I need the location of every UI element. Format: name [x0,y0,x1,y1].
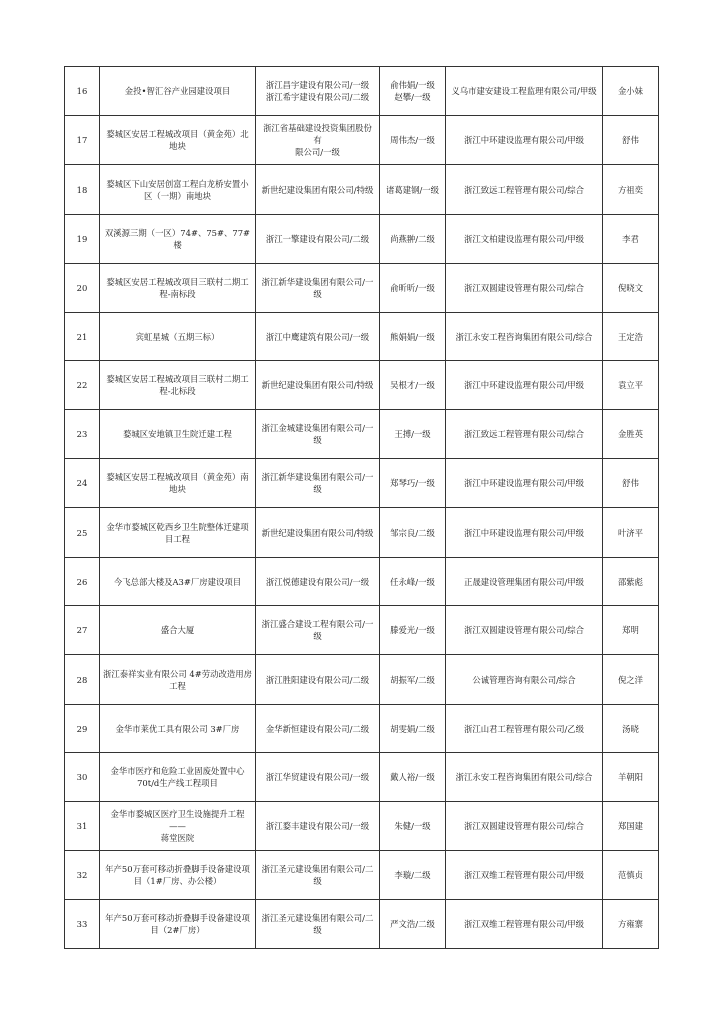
chief-supervisor-cell: 金小妹 [603,67,659,116]
contractor-cell [256,264,380,313]
project-manager-cell [380,215,446,264]
project-manager-cell [380,116,446,165]
table-row [65,802,659,851]
project-manager-cell [380,459,446,508]
supervision-company-cell [446,165,603,215]
project-manager-cell-line: 郑琴巧/一级 [390,478,435,488]
project-name-cell-line: 金华市婺城区乾西乡卫生院整体迁建项 [106,521,249,532]
supervision-company-cell [446,264,603,313]
project-manager-cell [380,705,446,753]
project-name-cell-line: 金华市婺城区医疗卫生设施提升工程—— [110,809,245,831]
chief-supervisor-cell: 袁立平 [603,361,659,410]
contractor-cell-line: 浙江省基础建设投资集团股份有 [263,123,372,145]
row-number: 31 [65,802,100,851]
project-name-cell-line: 区（一期）南地块 [144,190,211,201]
row-number: 19 [65,215,100,264]
supervision-company-cell [446,313,603,361]
contractor-cell [256,753,380,802]
project-name-cell [100,116,256,165]
project-name-cell-line: 宾虹星城（五期三标） [135,331,220,342]
supervision-company-cell [446,459,603,508]
project-manager-cell-line: 吴根才/一级 [390,380,435,390]
supervision-company-cell-line: 浙江中环建设监理有限公司/甲级 [463,380,585,390]
row-number: 20 [65,264,100,313]
contractor-cell [256,313,380,361]
project-manager-cell [380,410,446,459]
contractor-cell [256,459,380,508]
contractor-cell-line: 浙江盛合建设工程有限公司/一 [261,619,374,629]
project-name-cell [100,264,256,313]
supervision-company-cell [446,900,603,949]
project-manager-cell-line: 尚燕翀/二级 [390,234,435,244]
table-row [65,215,659,264]
project-manager-cell-line: 诸葛建钢/一级 [385,184,440,195]
project-name-cell-line: 今飞总部大楼及A3#厂房建设项目 [113,576,242,587]
project-name-cell-line: 年产50万套可移动折叠脚手设备建设项 [105,913,250,923]
chief-supervisor-cell: 邵紫彪 [603,558,659,606]
row-number: 24 [65,459,100,508]
contractor-cell-line: 浙江胜阳建设有限公司/二级 [265,674,370,685]
project-manager-cell [380,264,446,313]
supervision-company-cell [446,655,603,705]
supervision-company-cell-line: 浙江双维工程管理有限公司/甲级 [463,919,585,929]
supervision-company-cell-line: 浙江双圆建设管理有限公司/综合 [463,625,585,635]
contractor-cell [256,361,380,410]
supervision-company-cell-line: 浙江山君工程管理有限公司/乙级 [463,723,585,734]
supervision-company-cell-line: 浙江文柏建设监理有限公司/甲级 [463,234,585,244]
project-name-cell-line: 婺城区安居工程城改项目（黄金苑）北 [106,129,249,139]
project-manager-cell-line: 周伟杰/一级 [390,135,435,145]
contractor-cell-line: 级 [313,876,322,886]
project-name-cell-line: 工程 [169,680,186,691]
supervision-company-cell-line: 浙江中环建设监理有限公司/甲级 [463,527,585,538]
supervision-company-cell-line: 浙江永安工程咨询集团有限公司/综合 [455,331,593,342]
contractor-cell-line: 浙江金城建设集团有限公司/一 [261,423,374,433]
row-number: 28 [65,655,100,705]
contractor-cell-line: 限公司/一级 [295,147,340,157]
chief-supervisor-cell: 方雍寨 [603,900,659,949]
project-name-cell-line: 年产50万套可移动折叠脚手设备建设项 [105,864,250,874]
supervision-company-cell-line: 浙江永安工程咨询集团有限公司/综合 [455,772,593,782]
row-number: 16 [65,67,100,116]
chief-supervisor-cell: 方祖奕 [603,165,659,215]
project-manager-cell [380,753,446,802]
chief-supervisor-cell: 羊朝阳 [603,753,659,802]
contractor-cell [256,802,380,851]
contractor-cell-line: 浙江圣元建设集团有限公司/二 [261,864,374,874]
chief-supervisor-cell: 范慎贞 [603,851,659,900]
supervision-company-cell [446,705,603,753]
contractor-cell-line: 浙江新华建设集团有限公司/一 [261,277,374,287]
table-row [65,900,659,949]
table-row [65,67,659,116]
project-name-cell-line: 目（1#厂房、办公楼） [133,876,222,886]
chief-supervisor-cell: 郑国建 [603,802,659,851]
project-manager-cell-line: 王搏/一级 [394,429,431,439]
table-row [65,361,659,410]
supervision-company-cell [446,361,603,410]
supervision-company-cell [446,851,603,900]
row-number: 27 [65,606,100,655]
project-name-cell [100,655,256,705]
project-manager-cell [380,558,446,606]
contractor-cell-line: 浙江新华建设集团有限公司/一 [261,472,374,482]
row-number: 26 [65,558,100,606]
project-manager-cell [380,655,446,705]
table-row [65,753,659,802]
project-name-cell [100,705,256,753]
supervision-company-cell-line: 浙江双圆建设管理有限公司/综合 [463,821,585,831]
project-table [64,66,659,949]
table-row [65,851,659,900]
contractor-cell-line: 新世纪建设集团有限公司/特级 [261,380,374,390]
project-name-cell-line: 婺城区下山安居创富工程白龙桥安置小 [106,178,249,189]
supervision-company-cell-line: 浙江双维工程管理有限公司/甲级 [463,870,585,880]
project-name-cell-line: 金投•智汇谷产业园建设项目 [124,86,231,96]
chief-supervisor-cell: 汤晓 [603,705,659,753]
project-name-cell-line: 70t/d生产线工程项目 [137,778,218,788]
row-number: 29 [65,705,100,753]
contractor-cell [256,215,380,264]
row-number: 22 [65,361,100,410]
project-name-cell [100,606,256,655]
project-name-cell [100,802,256,851]
table-row [65,459,659,508]
contractor-cell [256,165,380,215]
row-number: 33 [65,900,100,949]
table-body [65,67,659,949]
project-manager-cell [380,67,446,116]
row-number: 32 [65,851,100,900]
project-manager-cell [380,802,446,851]
contractor-cell [256,655,380,705]
project-name-cell [100,900,256,949]
project-manager-cell-line: 滕爱光/一级 [390,625,435,635]
project-name-cell-line: 盛合大厦 [160,625,195,635]
supervision-company-cell [446,606,603,655]
table-row [65,165,659,215]
supervision-company-cell [446,410,603,459]
project-manager-cell [380,508,446,558]
supervision-company-cell [446,508,603,558]
project-manager-cell-line: 任永峰/一级 [390,576,435,587]
supervision-company-cell-line: 公诚管理咨询有限公司/综合 [472,674,576,685]
project-manager-cell [380,851,446,900]
contractor-cell [256,410,380,459]
supervision-company-cell-line: 浙江双圆建设管理有限公司/综合 [463,283,585,293]
supervision-company-cell [446,753,603,802]
project-name-cell-line: 浙江泰祥实业有限公司 4#劳动改造用房 [103,668,253,679]
chief-supervisor-cell: 金胜英 [603,410,659,459]
project-manager-cell-line: 熊娟娟/一级 [390,331,435,342]
project-name-cell-line: 地块 [169,141,186,151]
project-manager-cell-line: 胡雯娟/二级 [390,723,435,734]
project-name-cell-line: 婺城区安居工程城改项目三联村二期工 [106,374,249,384]
project-name-cell-line: 目工程 [164,533,191,544]
project-name-cell [100,753,256,802]
contractor-cell [256,116,380,165]
project-name-cell [100,558,256,606]
table-row [65,313,659,361]
row-number: 18 [65,165,100,215]
project-name-cell-line: 双溪源三期（一区）74#、75#、77#楼 [104,228,251,250]
contractor-cell-line: 级 [313,289,322,299]
project-name-cell-line: 蒋堂医院 [160,833,195,843]
contractor-cell-line: 浙江婺丰建设有限公司/一级 [265,821,370,831]
project-name-cell [100,361,256,410]
table-row [65,508,659,558]
project-name-cell [100,410,256,459]
project-name-cell-line: 金华市莱优工具有限公司 3#厂房 [115,723,240,734]
chief-supervisor-cell: 倪之洋 [603,655,659,705]
project-name-cell [100,851,256,900]
contractor-cell-line: 级 [313,435,322,445]
project-manager-cell [380,900,446,949]
chief-supervisor-cell: 倪晓文 [603,264,659,313]
table-row [65,116,659,165]
supervision-company-cell-line: 浙江致远工程管理有限公司/综合 [463,184,585,195]
supervision-company-cell-line: 正晟建设管理集团有限公司/甲级 [463,576,585,587]
table-row [65,558,659,606]
project-manager-cell-line: 赵攀/一级 [394,92,431,102]
supervision-company-cell [446,215,603,264]
supervision-company-cell-line: 浙江致远工程管理有限公司/综合 [463,429,585,439]
contractor-cell-line: 浙江一擎建设有限公司/二级 [265,234,370,244]
contractor-cell-line: 金华新恒建设有限公司/二级 [265,723,370,734]
row-number: 21 [65,313,100,361]
contractor-cell [256,606,380,655]
supervision-company-cell [446,67,603,116]
contractor-cell-line: 浙江圣元建设集团有限公司/二 [261,913,374,923]
table-row [65,410,659,459]
project-name-cell-line: 婺城区安地镇卫生院迁建工程 [123,429,232,439]
project-manager-cell-line: 俞昕昕/一级 [390,283,435,293]
contractor-cell-line: 浙江昌宇建设有限公司/一级 [265,80,370,90]
chief-supervisor-cell: 王定浩 [603,313,659,361]
project-manager-cell [380,313,446,361]
project-manager-cell [380,361,446,410]
row-number: 30 [65,753,100,802]
chief-supervisor-cell: 叶济平 [603,508,659,558]
supervision-company-cell-line: 浙江中环建设监理有限公司/甲级 [463,135,585,145]
contractor-cell [256,900,380,949]
project-manager-cell-line: 俞伟娟/一级 [390,80,435,90]
row-number: 25 [65,508,100,558]
supervision-company-cell [446,802,603,851]
chief-supervisor-cell: 李君 [603,215,659,264]
project-name-cell [100,215,256,264]
contractor-cell [256,558,380,606]
project-name-cell-line: 婺城区安居工程城改项目三联村二期工 [106,277,249,287]
contractor-cell-line: 浙江华贸建设有限公司/一级 [265,772,370,782]
project-manager-cell-line: 邹宗良/二级 [390,527,435,538]
project-manager-cell-line: 李璇/二级 [394,870,431,880]
supervision-company-cell [446,558,603,606]
table-row [65,264,659,313]
project-name-cell [100,67,256,116]
contractor-cell-line: 浙江悦德建设有限公司/一级 [265,576,370,587]
project-manager-cell-line: 朱健/一级 [394,821,431,831]
project-manager-cell-line: 严文浩/二级 [390,919,435,929]
project-manager-cell-line: 胡振军/二级 [390,674,435,685]
project-name-cell [100,459,256,508]
project-manager-cell [380,165,446,215]
project-name-cell-line: 目（2#厂房） [150,925,205,935]
contractor-cell-line: 新世纪建设集团有限公司/特级 [261,184,374,195]
supervision-company-cell-line: 浙江中环建设监理有限公司/甲级 [463,478,585,488]
project-table-container [64,66,658,949]
table-row [65,655,659,705]
contractor-cell-line: 级 [313,925,322,935]
contractor-cell [256,67,380,116]
chief-supervisor-cell: 郑明 [603,606,659,655]
row-number: 23 [65,410,100,459]
project-name-cell-line: 地块 [169,484,186,494]
supervision-company-cell-line: 义乌市建安建设工程监理有限公司/甲级 [451,86,597,96]
table-row [65,606,659,655]
supervision-company-cell [446,116,603,165]
project-name-cell [100,165,256,215]
chief-supervisor-cell: 舒伟 [603,116,659,165]
contractor-cell [256,508,380,558]
contractor-cell-line: 浙江中鹰建筑有限公司/一级 [265,331,370,342]
contractor-cell [256,851,380,900]
contractor-cell-line: 级 [313,484,322,494]
table-row [65,705,659,753]
chief-supervisor-cell: 舒伟 [603,459,659,508]
project-manager-cell [380,606,446,655]
contractor-cell [256,705,380,753]
project-name-cell-line: 金华市医疗和危险工业固废处置中心 [110,766,245,776]
project-name-cell-line: 程-南标段 [159,289,196,299]
project-name-cell-line: 婺城区安居工程城改项目（黄金苑）南 [106,472,249,482]
contractor-cell-line: 新世纪建设集团有限公司/特级 [261,527,374,538]
project-name-cell-line: 程-北标段 [159,386,196,396]
project-name-cell [100,508,256,558]
project-manager-cell-line: 戴人裕/一级 [390,772,435,782]
contractor-cell-line: 浙江希宇建设有限公司/二级 [265,92,370,102]
project-name-cell [100,313,256,361]
contractor-cell-line: 级 [313,631,322,641]
row-number: 17 [65,116,100,165]
